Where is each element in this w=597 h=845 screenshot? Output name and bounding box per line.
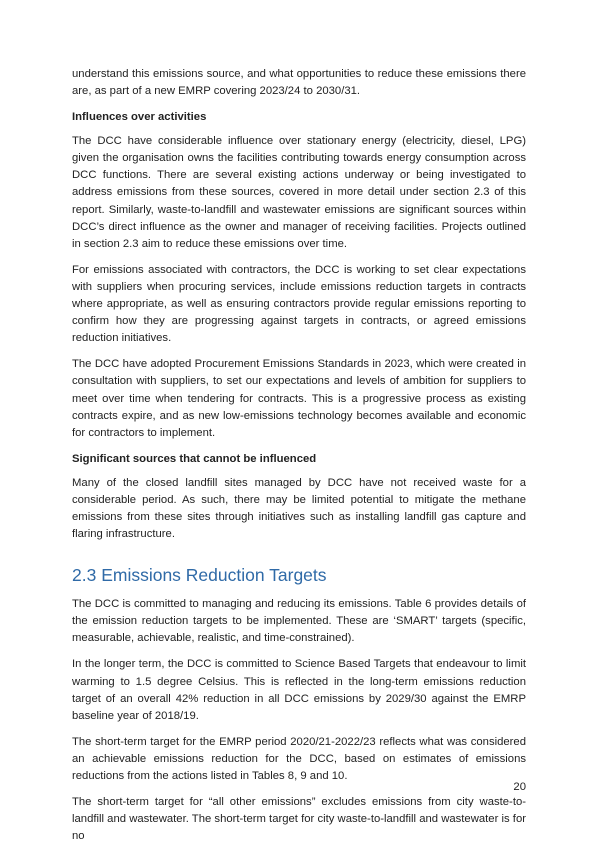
- paragraph-procurement-standards: The DCC have adopted Procurement Emissions Standards in 2023, which were created in consultation with suppliers, to set our expectations and levels of ambition for suppliers to meet over time when tendering for contracts. This is a progressive process as existing contracts expire, and as new low-emissions technology becomes available and economic for contractors to implement.: [72, 358, 526, 439]
- paragraph-commitment: The DCC is committed to managing and reducing its emissions. Table 6 provides details of the emission reduction targets to be implemented. These are ‘SMART’ targets (specific, measurable, achievable, realistic, and time-constrained).: [72, 598, 526, 645]
- paragraph-stationary-energy: The DCC have considerable influence over stationary energy (electricity, diesel, LPG) given the organisation owns the facilities contributing towards energy consumption across DCC functions. There are several existing actions underway or being investigated to address emissions from these sources, covered in more detail under section 2.3 of this report. Similarly, waste-to-landfill and wastewater emissions are significant sources within DCC’s direct influence as the owner and manager of receiving facilities. Projects outlined in section 2.3 aim to reduce these emissions over time.: [72, 135, 526, 250]
- paragraph-contractors: For emissions associated with contractors, the DCC is working to set clear expectations with suppliers when procuring services, include emissions reduction targets in contracts where appropriate, as well as ensuring contractors provide regular emissions reporting to confirm how they are progressing against targets in contracts, or agreed emissions reduction initiatives.: [72, 263, 526, 345]
- subheading-significant-sources: Significant sources that cannot be influenced: [72, 452, 317, 465]
- paragraph-continuation: understand this emissions source, and what opportunities to reduce these emissions there are, as part of a new EMRP covering 2023/24 to 2030/31.: [72, 68, 526, 98]
- paragraph-all-other-emissions: The short-term target for “all other emissions” excludes emissions from city waste-to-landfill and wastewater. The short-term target for city waste-to-landfill and wastewater is for no: [72, 796, 526, 843]
- paragraph-short-term-target: The short-term target for the EMRP period 2020/21-2022/23 reflects what was considered an achievable emissions reduction for the DCC, based on estimates of emissions reductions from the actions listed in Tables 8, 9 and 10.: [72, 735, 526, 782]
- subheading-influences: Influences over activities: [72, 111, 207, 124]
- document-page: [72, 66, 526, 845]
- section-heading-emissions-targets: 2.3 Emissions Reduction Targets: [72, 565, 327, 586]
- paragraph-science-based-targets: In the longer term, the DCC is committed to Science Based Targets that endeavour to limit warming to 1.5 degree Celsius. This is reflected in the long-term emissions reduction target of an overall 42% reduction in all DCC emissions by 2029/30 against the EMRP baseline year of 2018/19.: [72, 658, 526, 722]
- paragraph-closed-landfills: Many of the closed landfill sites managed by DCC have not received waste for a considerable period. As such, there may be limited potential to mitigate the methane emissions from these sites through initiatives such as installing landfill gas capture and flaring infrastructure.: [72, 476, 526, 541]
- page-number: 20: [513, 781, 526, 793]
